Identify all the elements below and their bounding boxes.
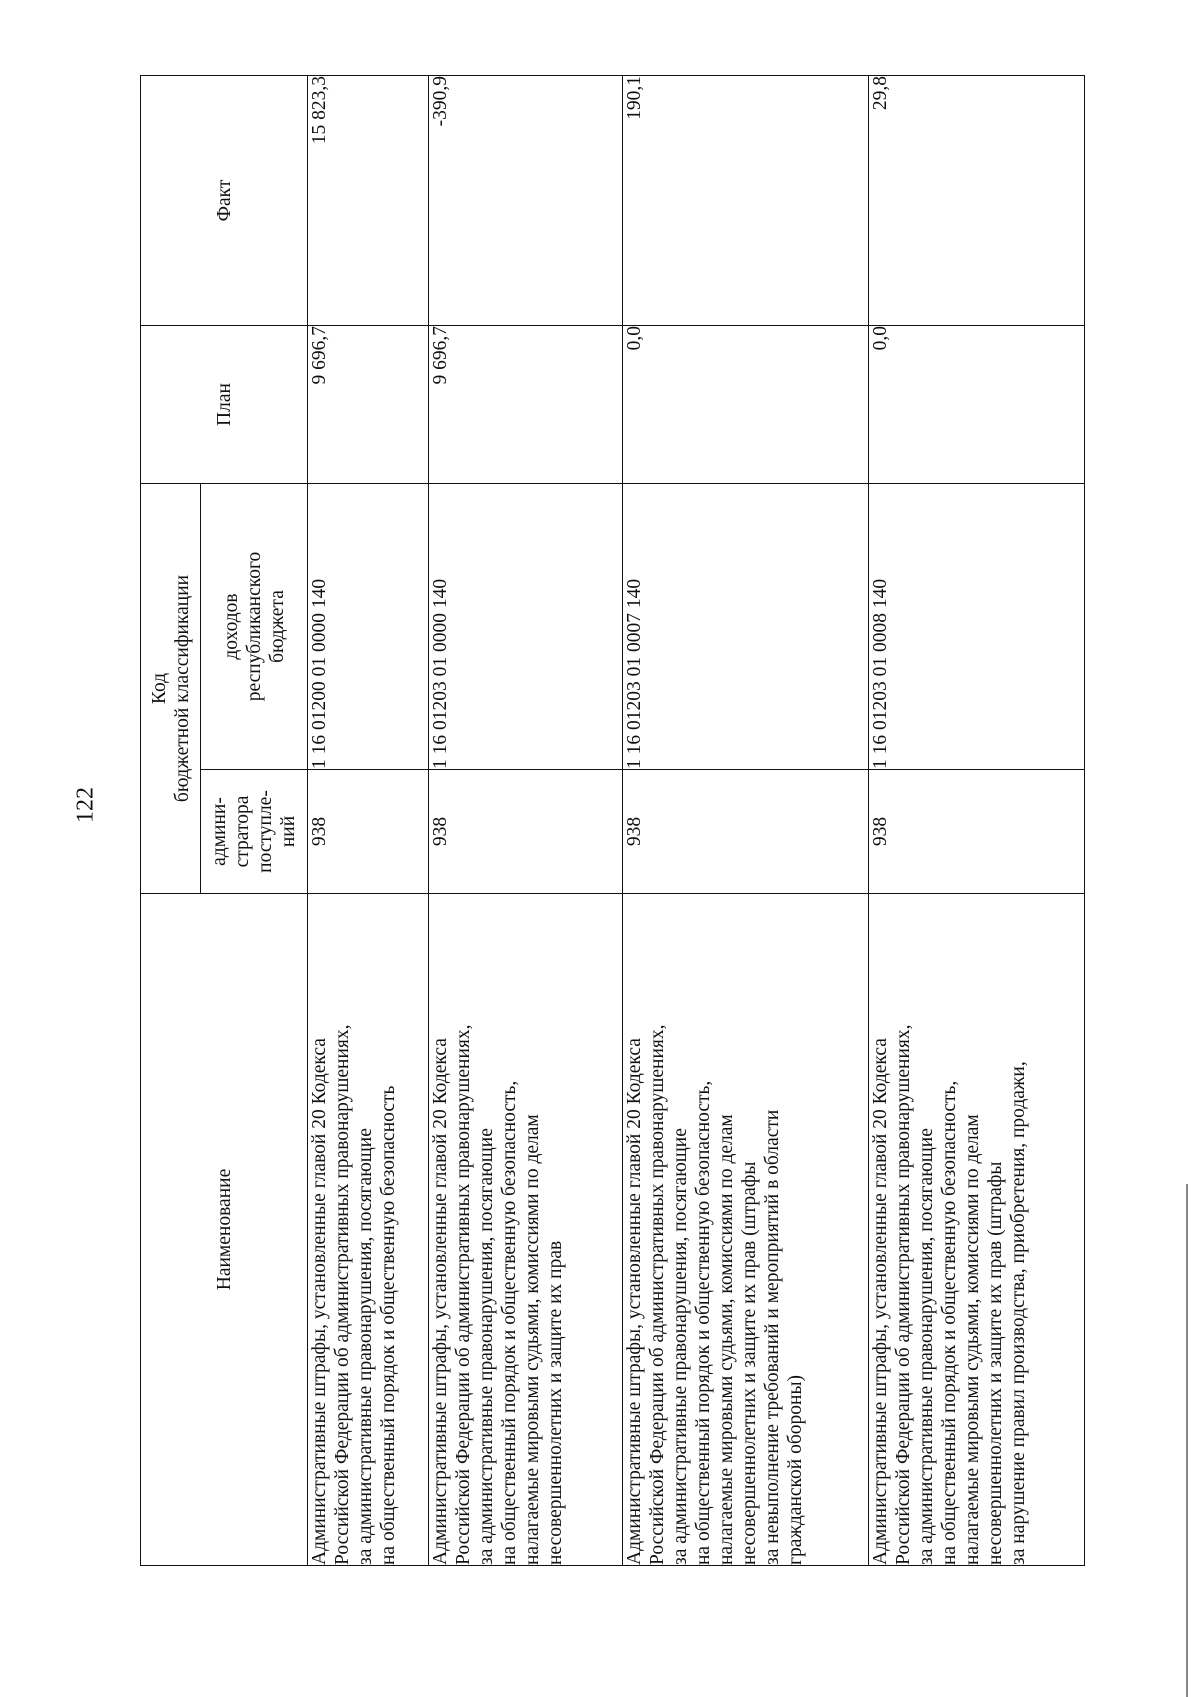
row-budget-code: 1 16 01203 01 0008 140: [869, 483, 1085, 769]
header-row-top: [141, 75, 201, 1565]
header-admin-line: поступле-: [255, 790, 276, 873]
table-row: [308, 75, 429, 1565]
name-line: за нарушение правил производства, приобретения, продажи,: [1008, 1061, 1030, 1565]
name-line: Административные штрафы, установленные главой 20 Кодекса: [309, 1038, 330, 1565]
row-name: [869, 894, 1085, 1566]
name-line: несовершеннолетних и защите их прав (штрафы: [985, 1161, 1007, 1565]
header-admin: [201, 770, 308, 894]
name-line: на общественный порядок и общественную безопасность,: [939, 1080, 961, 1565]
row-fact: -390,9: [428, 75, 622, 325]
header-income-line: бюджета: [266, 590, 288, 663]
name-line: за административные правонарушения, посягающие: [916, 1128, 938, 1565]
name-line: Административные штрафы, установленные главой 20 Кодекса: [870, 1038, 892, 1565]
header-name: Наименование: [141, 894, 308, 1566]
scan-edge-line: [1186, 1184, 1188, 1697]
header-income-line: доходов: [220, 593, 242, 660]
row-admin-code: 938: [308, 770, 429, 894]
header-fact: Факт: [141, 75, 308, 325]
row-budget-code: 1 16 01203 01 0000 140: [428, 483, 622, 769]
row-admin-code: 938: [869, 770, 1085, 894]
table-row: [869, 75, 1085, 1565]
header-plan: План: [141, 325, 308, 483]
name-line: несовершеннолетних и защите их прав (штрафы: [738, 1161, 760, 1565]
header-income-line: республиканского: [243, 551, 265, 702]
rotated-table-container: [140, 76, 1085, 1566]
name-line: гражданской обороны): [784, 1374, 806, 1565]
name-line: Административные штрафы, установленные главой 20 Кодекса: [623, 1038, 645, 1565]
row-fact: 29,8: [869, 75, 1085, 325]
header-admin-line: админи-: [209, 797, 230, 866]
row-fact: 190,1: [622, 75, 869, 325]
row-plan: 9 696,7: [308, 325, 429, 483]
row-name: [308, 894, 429, 1566]
row-admin-code: 938: [428, 770, 622, 894]
name-line: Российской Федерации об административных правонарушениях,: [893, 1024, 915, 1565]
header-admin-line: ний: [278, 815, 299, 848]
name-line: на общественный порядок и общественную безопасность,: [498, 1080, 520, 1565]
row-budget-code: 1 16 01203 01 0007 140: [622, 483, 869, 769]
name-line: за административные правонарушения, посягающие: [355, 1128, 376, 1565]
row-plan: 0,0: [869, 325, 1085, 483]
header-income: [201, 483, 308, 769]
name-line: за административные правонарушения, посягающие: [475, 1128, 497, 1565]
name-line: налагаемые мировыми судьями, комиссиями по делам: [962, 1114, 984, 1565]
table-row: [622, 75, 869, 1565]
row-name: [622, 894, 869, 1566]
name-line: за административные правонарушения, посягающие: [669, 1128, 691, 1565]
header-admin-line: стратора: [232, 795, 253, 868]
header-code-line: Код: [148, 672, 170, 705]
row-admin-code: 938: [622, 770, 869, 894]
name-line: налагаемые мировыми судьями, комиссиями по делам: [521, 1114, 543, 1565]
name-line: несовершеннолетних и защите их прав: [544, 1240, 566, 1565]
name-line: Административные штрафы, установленные главой 20 Кодекса: [429, 1038, 451, 1565]
name-line: Российской Федерации об административных правонарушениях,: [452, 1024, 474, 1565]
row-budget-code: 1 16 01200 01 0000 140: [308, 483, 429, 769]
name-line: Российской Федерации об административных правонарушениях,: [646, 1024, 668, 1565]
name-line: налагаемые мировыми судьями, комиссиями по делам: [715, 1114, 737, 1565]
name-line: за невыполнение требований и мероприятий в области: [761, 1109, 783, 1565]
name-line: на общественный порядок и общественную безопасность: [378, 1085, 399, 1565]
row-plan: 9 696,7: [428, 325, 622, 483]
row-plan: 0,0: [622, 325, 869, 483]
row-fact: 15 823,3: [308, 75, 429, 325]
header-code-group: [141, 483, 201, 893]
row-name: [428, 894, 622, 1566]
name-line: на общественный порядок и общественную безопасность,: [692, 1080, 714, 1565]
name-line: Российской Федерации об административных правонарушениях,: [332, 1024, 353, 1565]
budget-table: [140, 75, 1085, 1566]
page-number: 122: [72, 787, 99, 823]
header-code-line: бюджетной классификации: [171, 574, 193, 803]
table-row: [428, 75, 622, 1565]
